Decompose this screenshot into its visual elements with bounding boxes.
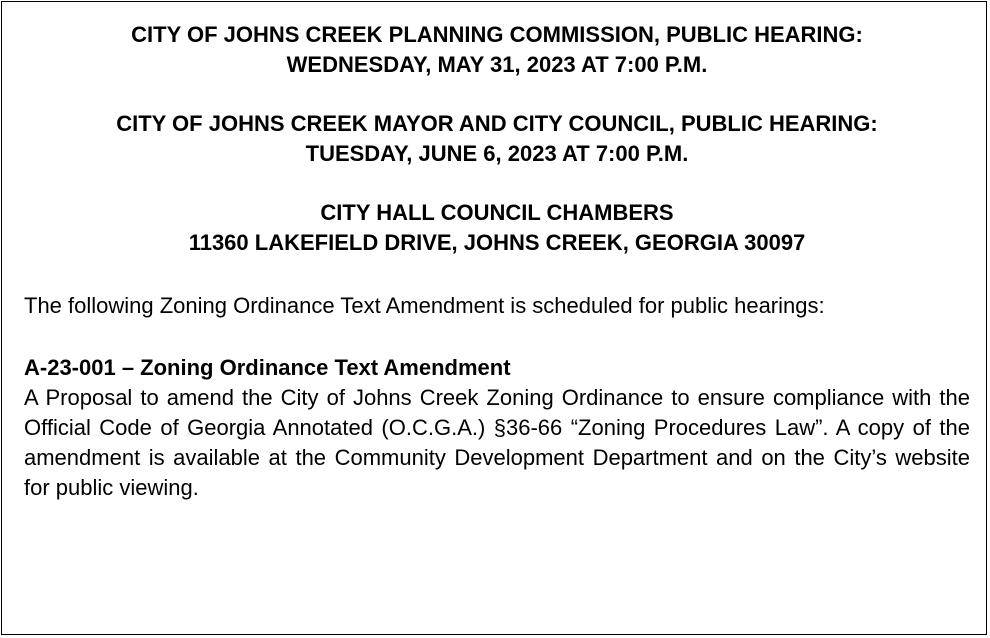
city-council-hearing [24,109,970,169]
hearing-location [24,198,970,258]
city-council-heading: CITY OF JOHNS CREEK MAYOR AND CITY COUNCIL, PUBLIC HEARING: [116,111,878,136]
location-address: 11360 LAKEFIELD DRIVE, JOHNS CREEK, GEORGIA 30097 [188,230,806,255]
amendment-title: A-23-001 – Zoning Ordinance Text Amendment [24,355,511,380]
planning-commission-heading: CITY OF JOHNS CREEK PLANNING COMMISSION, PUBLIC HEARING: [131,22,863,47]
location-venue: CITY HALL COUNCIL CHAMBERS [320,200,674,225]
planning-commission-hearing [24,20,970,80]
planning-commission-date: WEDNESDAY, MAY 31, 2023 AT 7:00 P.M. [286,52,708,77]
notice-body [24,20,970,503]
amendment-description: A Proposal to amend the City of Johns Creek Zoning Ordinance to ensure compliance with the Official Code of Georgia Annotated (O.C.G.A.) §36-66 “Zoning Procedures Law”. A copy of the amendment is available at the Community Development Department and on the City’s website for public viewing. [24,385,970,500]
intro-paragraph: The following Zoning Ordinance Text Amendment is scheduled for public hearings: [24,293,825,318]
city-council-date: TUESDAY, JUNE 6, 2023 AT 7:00 P.M. [305,141,689,166]
notice-frame [1,1,987,635]
